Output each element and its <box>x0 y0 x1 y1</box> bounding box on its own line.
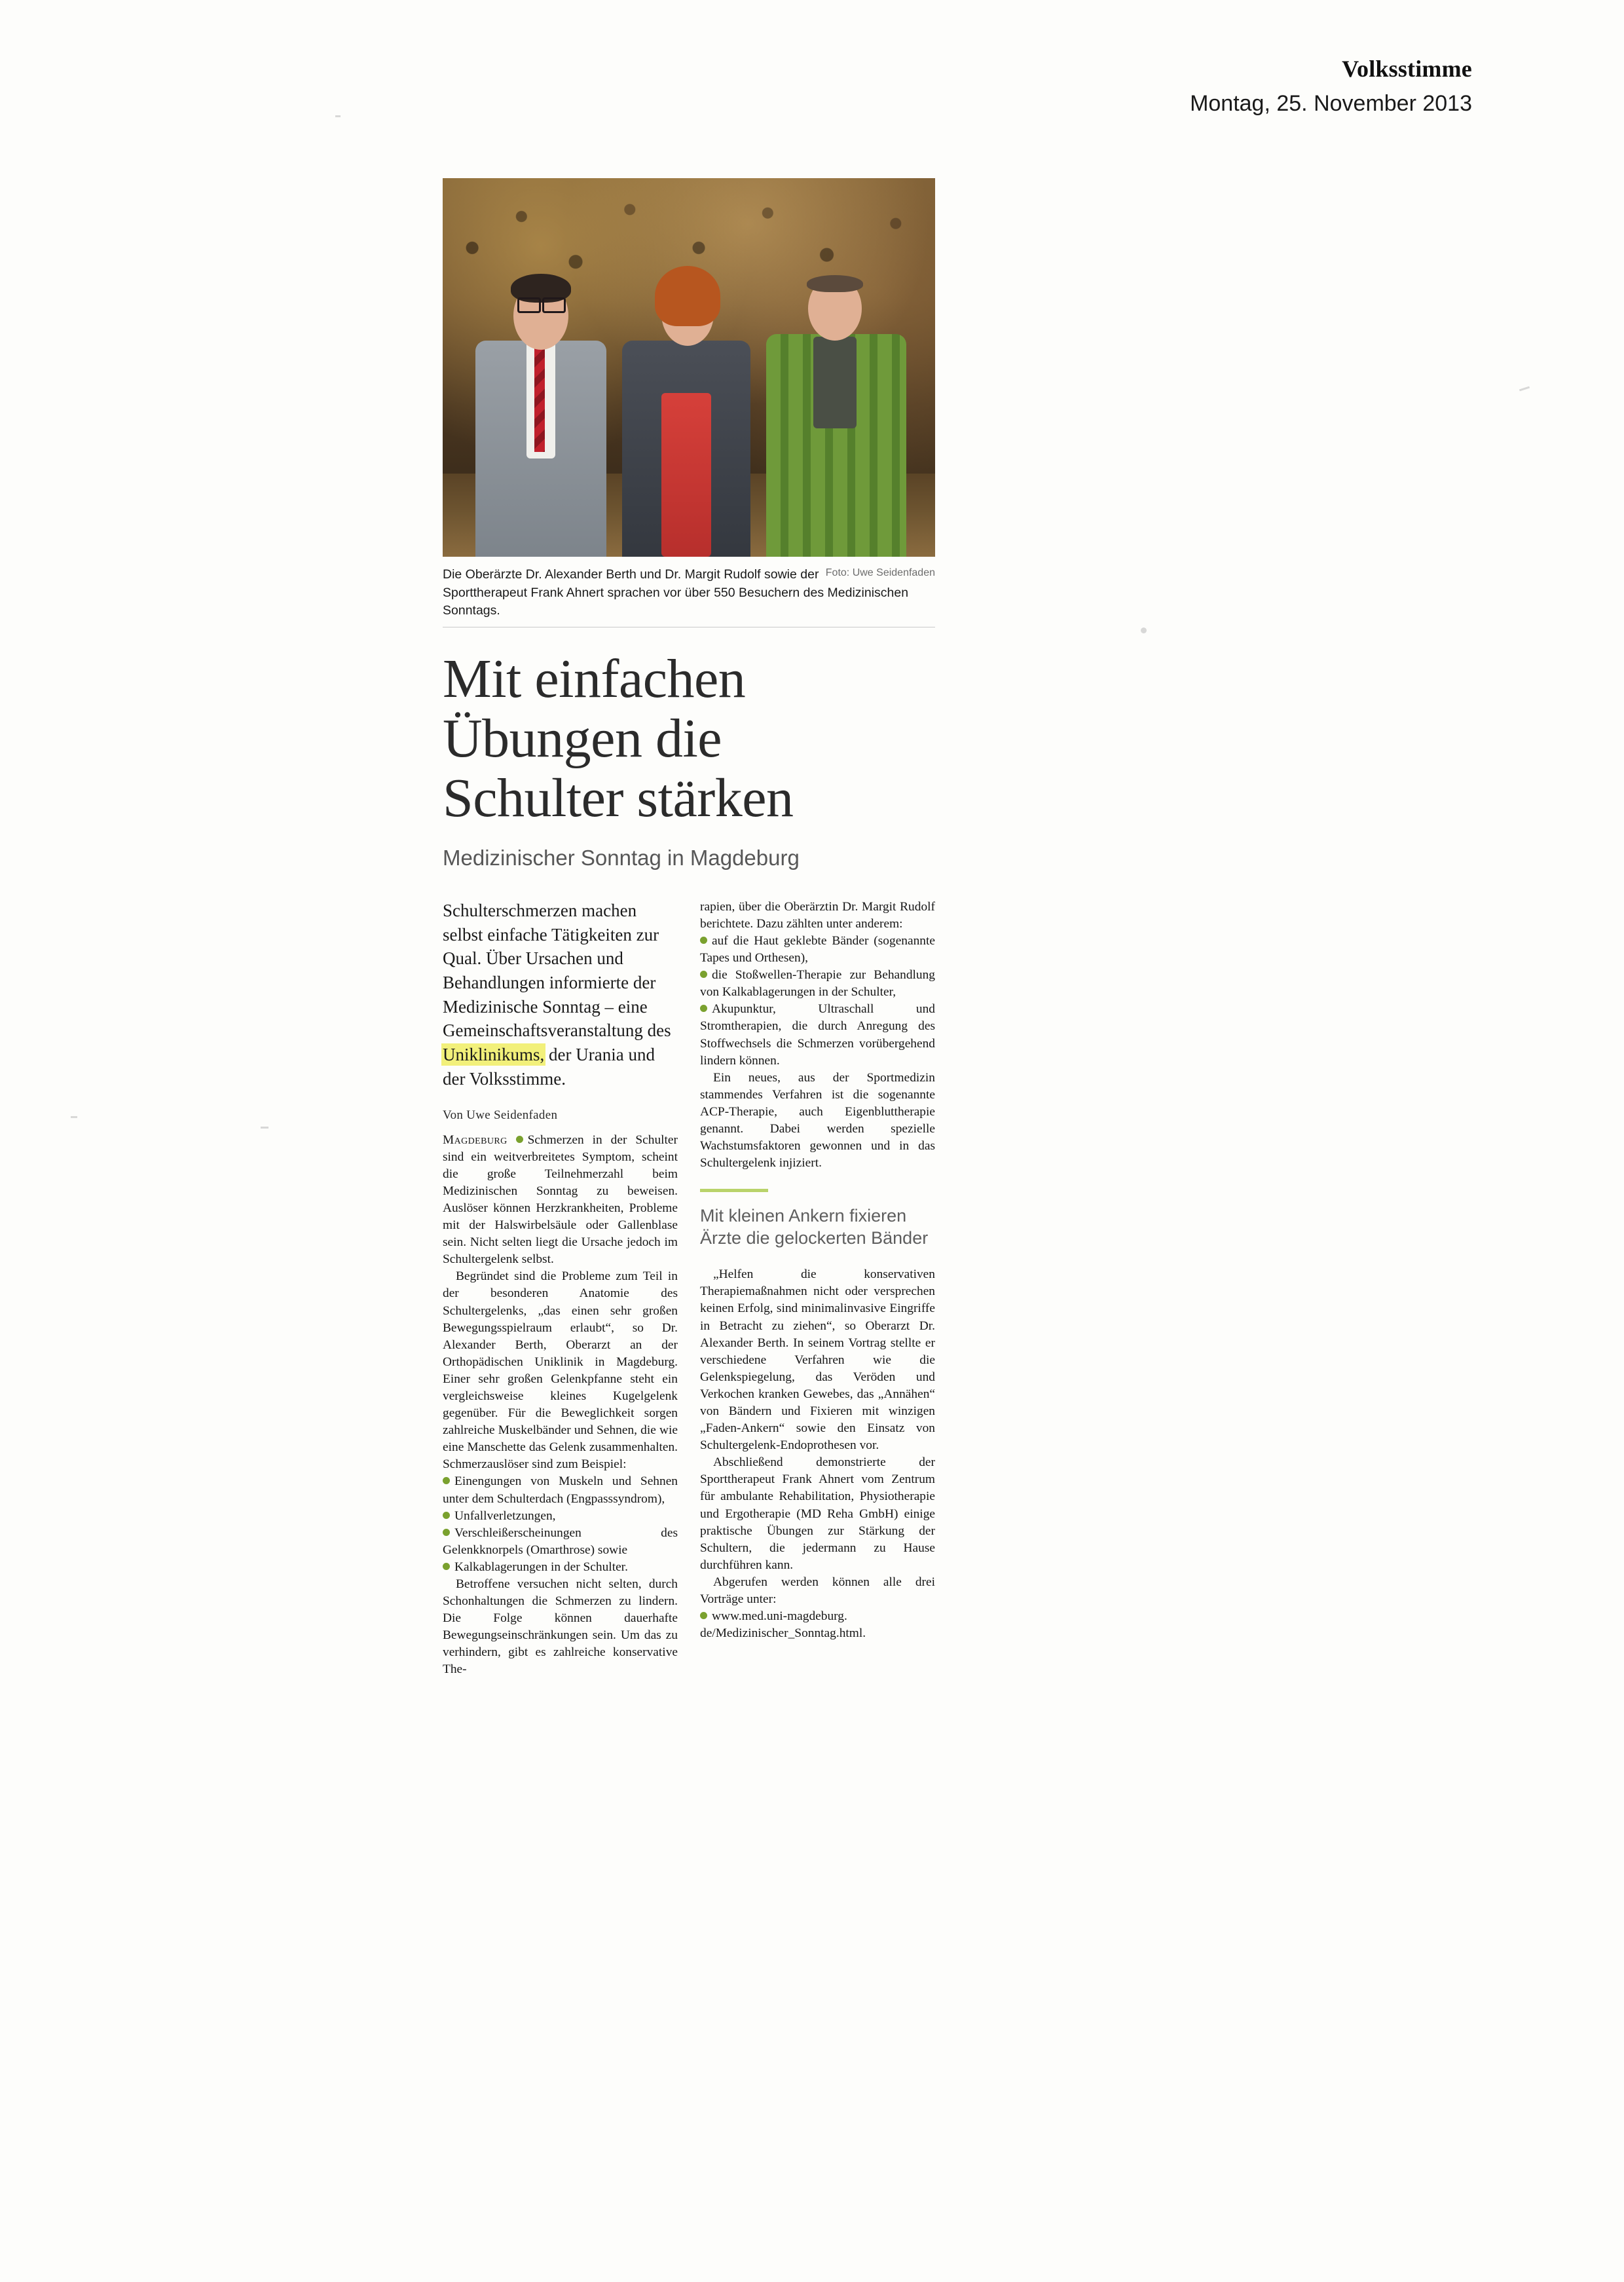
headline-line-2: Übungen die <box>443 707 722 769</box>
photo-credit: Foto: Uwe Seidenfaden <box>825 567 935 578</box>
eyeglasses <box>542 297 566 313</box>
lead-paragraph <box>443 899 678 1091</box>
hair <box>807 275 863 292</box>
link-text-line-1: www.med.uni-magdeburg. <box>712 1609 847 1624</box>
bullet-dot-icon <box>516 1136 523 1143</box>
page-title <box>443 650 940 828</box>
headline-line-3: Schulter stärken <box>443 767 794 829</box>
body-paragraph: rapien, über die Oberärztin Dr. Margit Rudolf berichtete. Dazu zählten unter anderem: <box>700 899 935 931</box>
inner-tshirt <box>813 337 857 428</box>
article-photo <box>443 178 935 557</box>
photo-caption <box>443 566 935 627</box>
scan-speck <box>335 115 341 117</box>
scan-speck <box>261 1127 268 1129</box>
list-item <box>443 1559 678 1576</box>
list-item <box>700 933 935 967</box>
bullet-dot-icon <box>700 971 707 978</box>
eyeglasses <box>517 297 541 313</box>
list-item <box>700 1001 935 1069</box>
list-item-text: die Stoßwellen-Therapie zur Behandlung von Kalkablagerungen in der Schulter, <box>700 968 935 1000</box>
list-item-text: auf die Haut geklebte Bänder (sogenannte Tapes und Orthesen), <box>700 934 935 965</box>
photo-person-center <box>618 249 756 557</box>
body-paragraph: „Helfen die konservativen Therapiemaßnahmen nicht oder versprechen keinen Erfolg, sind minimalinvasive Eingriffe in Betracht zu ziehen“, so Oberarzt Dr. Alexander Berth. In seinem Vortrag stellte er verschiedene Verfahren wie die Gelenkspiegelung, das Veröden und Verkochen kranken Gewebes, das „Annähen“ von Bändern und Fixieren mit winzigen „Faden-Ankern“ sowie den Einsatz von Schultergelenk-Endoprothesen vor. <box>700 1267 935 1453</box>
bullet-dot-icon <box>700 937 707 944</box>
scan-speck <box>71 1116 77 1118</box>
list-item <box>700 967 935 1001</box>
list-item <box>443 1473 678 1507</box>
list-item-text: Einengungen von Muskeln und Sehnen unter dem Schulterdach (Engpasssyndrom), <box>443 1474 678 1506</box>
body-paragraph: Abgerufen werden können alle drei Vorträge unter: <box>700 1575 935 1607</box>
section-divider <box>700 1189 768 1192</box>
list-item <box>443 1525 678 1559</box>
list-item-text: Unfallverletzungen, <box>454 1508 556 1523</box>
bullet-dot-icon <box>700 1005 707 1012</box>
bullet-dot-icon <box>443 1477 450 1484</box>
lead-part-1: Schulterschmerzen machen selbst einfache Tätigkeiten zur Qual. Über Ursachen und Behandlungen informierte der Medizinische Sonntag – eine Gemeinschaftsveranstaltung des <box>443 900 671 1041</box>
list-item-text: Kalkablagerungen in der Schulter. <box>454 1560 628 1574</box>
bullet-dot-icon <box>443 1512 450 1519</box>
column-left <box>443 899 678 1679</box>
scan-speck <box>1519 386 1530 392</box>
list-item-text: Akupunktur, Ultraschall und Stromtherapien, die durch Anregung des Stoffwechsels die Schmerzen vorübergehend lindern können. <box>700 1002 935 1068</box>
column-right <box>700 899 935 1679</box>
necktie <box>534 347 545 452</box>
photo-caption-text: Die Oberärzte Dr. Alexander Berth und Dr. Margit Rudolf sowie der Sporttherapeut Frank Ahnert sprachen vor über 550 Besuchern des Medizinischen Sonntags. <box>443 567 909 618</box>
body-paragraph: Betroffene versuchen nicht selten, durch Schonhaltungen die Schmerzen zu lindern. Die Folge können dauerhafte Bewegungseinschränkungen sein. Um das zu verhindern, gibt es zahlreiche konservative The- <box>443 1577 678 1677</box>
subheadline: Medizinischer Sonntag in Magdeburg <box>443 846 800 870</box>
body-paragraph <box>443 1132 678 1269</box>
highlighted-text: Uniklinikums, <box>443 1045 545 1065</box>
byline: Von Uwe Seidenfaden <box>443 1108 558 1122</box>
bullet-dot-icon <box>443 1563 450 1570</box>
body-paragraph: Begründet sind die Probleme zum Teil in der besonderen Anatomie des Schultergelenks, „das einen sehr großen Bewegungsspielraum erlaubt“, so Dr. Alexander Berth, Oberarzt an der Orthopädischen Uniklinik in Magdeburg. Einer sehr großen Gelenkpfanne steht ein vergleichsweise kleines Kugelgelenk gegenüber. Für die Beweglichkeit sorgen zahlreiche Muskelbänder und Sehnen, die wie eine Manschette das Gelenk zusammenhalten. Schmerzauslöser sind zum Beispiel: <box>443 1269 678 1472</box>
article <box>443 178 940 1679</box>
list-item <box>443 1508 678 1525</box>
masthead <box>1190 56 1472 116</box>
article-columns <box>443 899 935 1679</box>
link-item-continued[interactable] <box>700 1625 935 1642</box>
link-text-line-2: de/Medizinischer_Sonntag.html. <box>700 1626 866 1641</box>
bullet-dot-icon <box>443 1529 450 1536</box>
bullet-dot-icon <box>700 1612 707 1619</box>
scan-speck <box>1141 627 1147 633</box>
photo-person-left <box>469 249 613 557</box>
dateline: Magdeburg <box>443 1132 507 1147</box>
headline-line-1: Mit einfachen <box>443 648 746 710</box>
section-subheading: Mit kleinen Ankern fixieren Ärzte die gelockerten Bänder <box>700 1206 929 1248</box>
body-paragraph: Abschließend demonstrierte der Sporttherapeut Frank Ahnert vom Zentrum für ambulante Rehabilitation, Physiotherapie und Ergotherapie (MD Reha GmbH) einige praktische Übungen zur Stärkung der Schultern, die jedermann zu Hause durchführen kann. <box>700 1455 935 1572</box>
hair <box>655 266 720 326</box>
lead-part-2: der Urania und der Volksstimme. <box>443 1045 655 1089</box>
list-item-text: Verschleißerscheinungen des Gelenkknorpels (Omarthrose) sowie <box>443 1525 678 1557</box>
link-item[interactable] <box>700 1608 935 1625</box>
body-paragraph: Ein neues, aus der Sportmedizin stammendes Verfahren ist die sogenannte ACP-Therapie, auch Eigenbluttherapie genannt. Dabei werden spezielle Wachstumsfaktoren gewonnen und in das Schultergelenk injiziert. <box>700 1070 935 1170</box>
photo-person-right <box>761 249 912 557</box>
red-top <box>661 393 711 557</box>
publication-date: Montag, 25. November 2013 <box>1190 90 1472 116</box>
body-text: Schmerzen in der Schulter sind ein weitverbreitetes Symptom, scheint die große Teilnehmerzahl beim Medizinischen Sonntag zu beweisen. Auslöser können Herzkrankheiten, Probleme mit der Halswirbelsäule oder Gallenblase sein. Nicht selten liegt die Ursache jedoch im Schultergelenk selbst. <box>443 1132 678 1267</box>
publication-title: Volksstimme <box>1342 56 1472 82</box>
